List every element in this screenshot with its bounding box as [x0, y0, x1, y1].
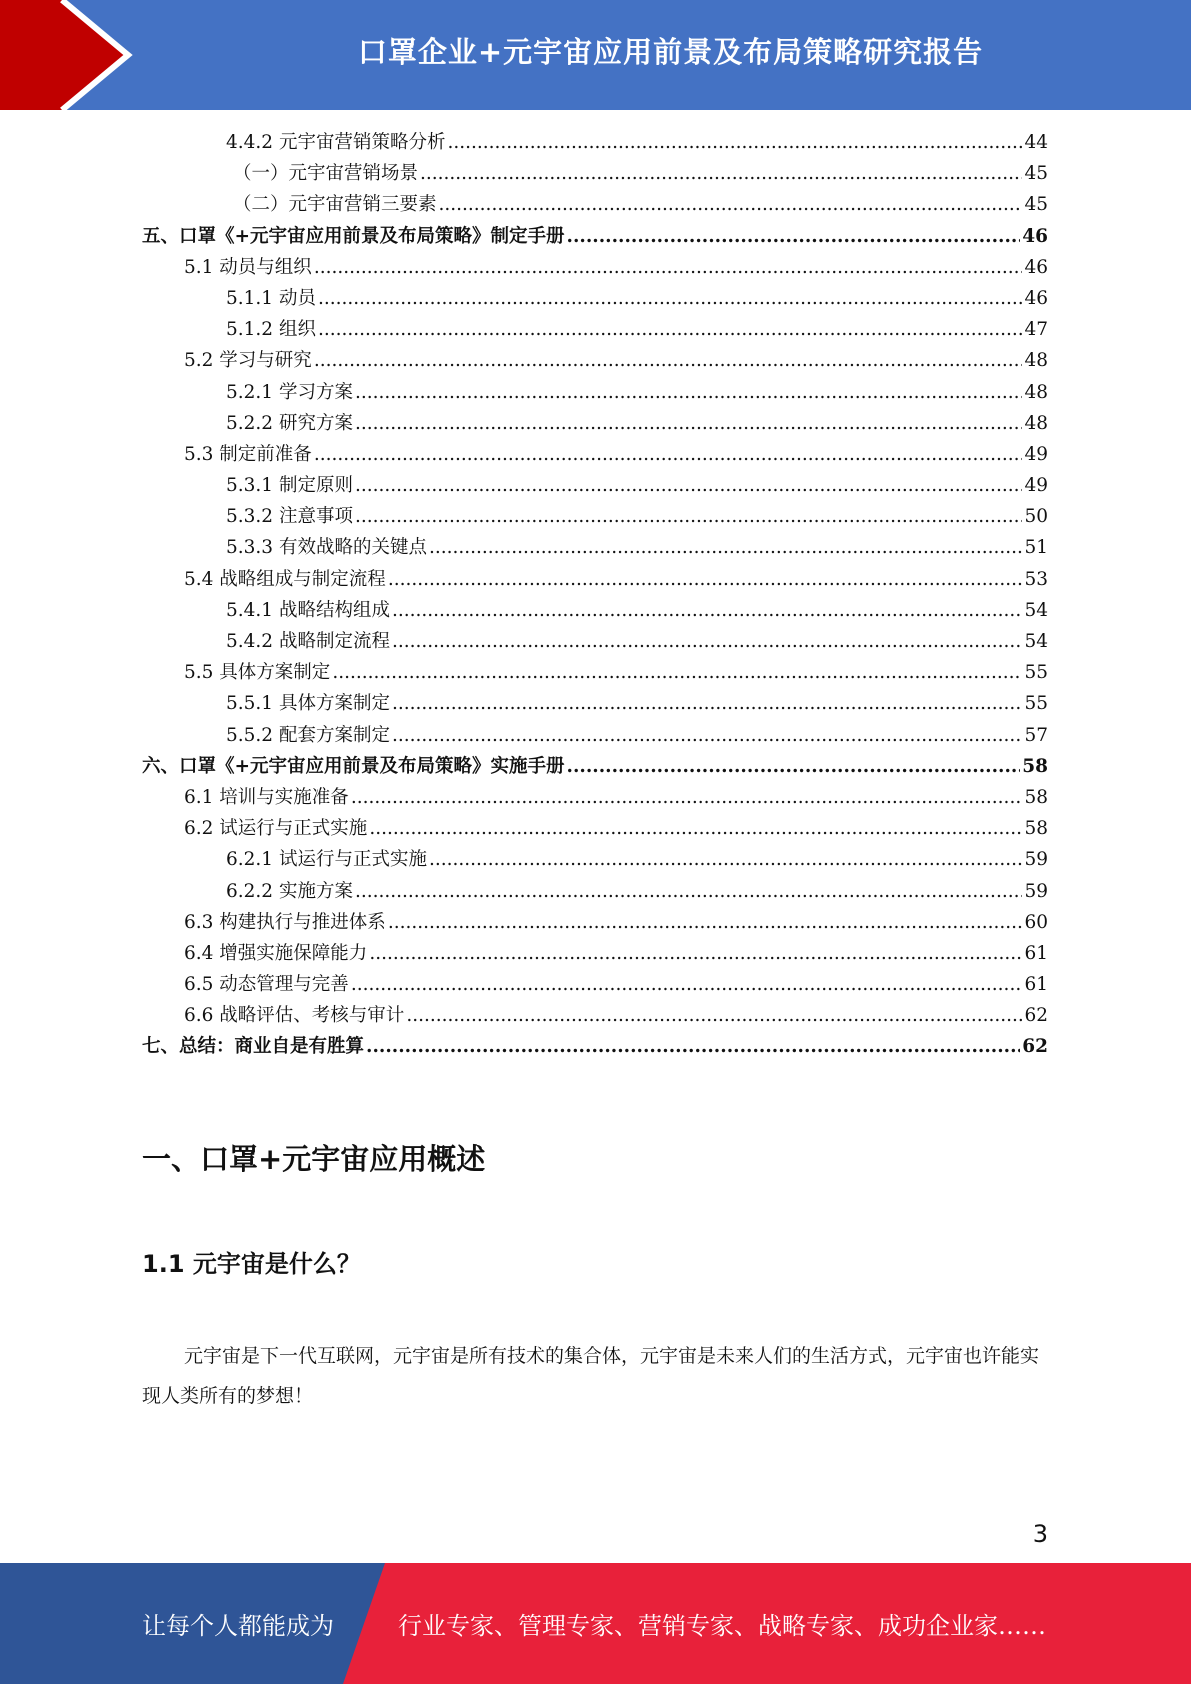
toc-dot-leader: [420, 163, 1022, 184]
toc-entry-label: 5.1.1 动员: [226, 287, 316, 309]
report-title: 口罩企业+元宇宙应用前景及布局策略研究报告: [357, 34, 984, 69]
toc-entry[interactable]: [142, 721, 1048, 752]
toc-dot-leader: [351, 787, 1023, 808]
toc-entry[interactable]: [142, 689, 1048, 720]
toc-dot-leader: [392, 693, 1022, 714]
toc-entry[interactable]: [142, 315, 1048, 346]
toc-entry[interactable]: [142, 845, 1048, 876]
toc-entry-label: 5.1 动员与组织: [184, 256, 312, 278]
footer-slogan-right: 行业专家、管理专家、营销专家、战略专家、成功企业家……: [398, 1612, 1046, 1640]
toc-entry[interactable]: [142, 939, 1048, 970]
toc-entry[interactable]: [142, 908, 1048, 939]
toc-entry[interactable]: [142, 533, 1048, 564]
toc-entry-label: 6.4 增强实施保障能力: [184, 942, 368, 964]
toc-entry-page: 49: [1024, 443, 1048, 465]
toc-entry[interactable]: [142, 502, 1048, 533]
toc-dot-leader: [369, 943, 1022, 964]
toc-entry-label: 4.4.2 元宇宙营销策略分析: [226, 132, 446, 153]
toc-entry-page: 55: [1024, 662, 1048, 684]
toc-entry-label: 5.2.1 学习方案: [226, 381, 353, 403]
toc-entry[interactable]: [142, 253, 1048, 284]
toc-entry-page: 58: [1024, 786, 1048, 808]
toc-dot-leader: [392, 631, 1022, 652]
toc-dot-leader: [406, 1005, 1022, 1026]
toc-entry[interactable]: [142, 658, 1048, 689]
toc-entry-label: 5.3 制定前准备: [184, 443, 312, 465]
toc-entry-page: 59: [1024, 880, 1048, 902]
toc-entry-label: 七、总结：商业自是有胜算: [142, 1036, 365, 1058]
toc-entry-page: 60: [1024, 911, 1048, 933]
toc-dot-leader: [392, 600, 1022, 621]
toc-entry[interactable]: [142, 783, 1048, 814]
toc-entry-label: 5.4 战略组成与制定流程: [184, 568, 386, 590]
toc-entry[interactable]: [142, 409, 1048, 440]
toc-entry-label: 5.1.2 组织: [226, 319, 316, 341]
toc-entry-label: 5.3.3 有效战略的关键点: [226, 537, 427, 559]
toc-dot-leader: [314, 350, 1023, 371]
toc-entry[interactable]: [142, 1032, 1048, 1063]
toc-entry[interactable]: [142, 159, 1048, 190]
toc-entry-page: 58: [1022, 755, 1048, 777]
toc-entry-page: 46: [1022, 225, 1048, 247]
page-header: [0, 0, 1191, 110]
toc-entry-page: 62: [1024, 1005, 1048, 1027]
toc-entry-page: 49: [1024, 475, 1048, 497]
toc-entry-label: 6.2 试运行与正式实施: [184, 818, 368, 840]
toc-entry-label: 5.5.1 具体方案制定: [226, 693, 390, 715]
page-footer: [0, 1563, 1191, 1684]
footer-slogan-left: 让每个人都能成为: [142, 1612, 334, 1640]
toc-entry[interactable]: [142, 190, 1048, 221]
toc-dot-leader: [314, 257, 1023, 278]
toc-dot-leader: [388, 569, 1023, 590]
toc-entry-label: 5.5 具体方案制定: [184, 662, 331, 684]
toc-entry[interactable]: [142, 471, 1048, 502]
toc-entry[interactable]: [142, 627, 1048, 658]
toc-entry-page: 57: [1024, 724, 1048, 746]
toc-entry[interactable]: [142, 877, 1048, 908]
toc-entry-page: 48: [1024, 412, 1048, 434]
toc-entry[interactable]: [142, 346, 1048, 377]
toc-entry-page: 46: [1024, 256, 1048, 278]
toc-entry-page: 54: [1024, 631, 1048, 652]
toc-entry-label: 6.3 构建执行与推进体系: [184, 911, 386, 933]
toc-entry-page: 53: [1024, 568, 1048, 590]
toc-entry-label: 5.3.2 注意事项: [226, 506, 353, 528]
toc-entry-page: 54: [1024, 599, 1048, 621]
toc-dot-leader: [355, 506, 1023, 527]
toc-entry-label: 五、口罩《+元宇宙应用前景及布局策略》制定手册: [142, 225, 565, 247]
toc-dot-leader: [439, 194, 1023, 215]
toc-entry-page: 51: [1024, 537, 1048, 559]
toc-dot-leader: [369, 818, 1022, 839]
toc-entry-label: 六、口罩《+元宇宙应用前景及布局策略》实施手册: [142, 755, 565, 777]
toc-entry-label: 6.2.1 试运行与正式实施: [226, 849, 427, 871]
toc-entry-label: （一）元宇宙营销场景: [233, 163, 419, 185]
toc-entry-page: 58: [1024, 818, 1048, 840]
toc-entry-page: 62: [1022, 1036, 1048, 1058]
toc-dot-leader: [392, 725, 1022, 746]
toc-entry-label: 5.3.1 制定原则: [226, 475, 353, 497]
toc-entry-label: 6.5 动态管理与完善: [184, 974, 349, 996]
toc-dot-leader: [318, 319, 1023, 340]
toc-entry-label: 6.1 培训与实施准备: [184, 786, 349, 808]
page-number: 3: [1032, 1520, 1048, 1548]
toc-entry-label: 6.2.2 实施方案: [226, 880, 353, 902]
toc-entry[interactable]: [142, 565, 1048, 596]
body-paragraph: 元宇宙是下一代互联网，元宇宙是所有技术的集合体，元宇宙是未来人们的生活方式，元宇宙也许能实现人类所有的梦想！: [142, 1345, 1040, 1407]
toc-entry-page: 44: [1024, 132, 1048, 153]
toc-entry-label: 5.4.2 战略制定流程: [226, 631, 390, 652]
toc-entry[interactable]: [142, 284, 1048, 315]
toc-entry-page: 48: [1024, 381, 1048, 403]
toc-entry[interactable]: [142, 222, 1048, 253]
toc-entry-page: 47: [1024, 319, 1048, 341]
toc-dot-leader: [567, 226, 1021, 247]
toc-entry-label: 5.5.2 配套方案制定: [226, 724, 390, 746]
toc-entry[interactable]: [142, 1001, 1048, 1032]
toc-entry[interactable]: [142, 752, 1048, 783]
toc-entry-label: 6.6 战略评估、考核与审计: [184, 1005, 405, 1027]
toc-entry-label: 5.2 学习与研究: [184, 350, 312, 372]
toc-entry[interactable]: [142, 814, 1048, 845]
toc-entry-page: 46: [1024, 287, 1048, 309]
toc-entry-page: 59: [1024, 849, 1048, 871]
toc-entry[interactable]: [142, 596, 1048, 627]
table-of-contents: [142, 128, 1048, 1064]
toc-dot-leader: [388, 912, 1023, 933]
toc-dot-leader: [429, 849, 1022, 870]
toc-entry[interactable]: [142, 128, 1048, 159]
toc-dot-leader: [429, 537, 1022, 558]
toc-dot-leader: [332, 662, 1022, 683]
toc-dot-leader: [351, 974, 1023, 995]
toc-entry-page: 61: [1024, 942, 1048, 964]
toc-entry-page: 61: [1024, 974, 1048, 996]
toc-dot-leader: [314, 444, 1023, 465]
toc-entry[interactable]: [142, 440, 1048, 471]
toc-entry[interactable]: [142, 970, 1048, 1001]
toc-dot-leader: [355, 475, 1023, 496]
toc-dot-leader: [355, 382, 1023, 403]
toc-dot-leader: [447, 132, 1022, 153]
toc-entry-page: 48: [1024, 350, 1048, 372]
toc-entry-label: （二）元宇宙营销三要素: [233, 194, 437, 216]
toc-entry-page: 45: [1024, 163, 1048, 185]
toc-dot-leader: [355, 881, 1023, 902]
subsection-heading: 1.1 元宇宙是什么？: [142, 1250, 361, 1278]
toc-entry-page: 45: [1024, 194, 1048, 216]
toc-dot-leader: [567, 756, 1021, 777]
toc-dot-leader: [318, 288, 1023, 309]
toc-dot-leader: [366, 1036, 1020, 1057]
toc-entry-label: 5.2.2 研究方案: [226, 412, 353, 434]
toc-dot-leader: [355, 413, 1023, 434]
toc-entry-page: 50: [1024, 506, 1048, 528]
toc-entry[interactable]: [142, 378, 1048, 409]
toc-entry-label: 5.4.1 战略结构组成: [226, 599, 390, 621]
section-heading: 一、口罩+元宇宙应用概述: [142, 1142, 486, 1176]
toc-entry-page: 55: [1024, 693, 1048, 715]
